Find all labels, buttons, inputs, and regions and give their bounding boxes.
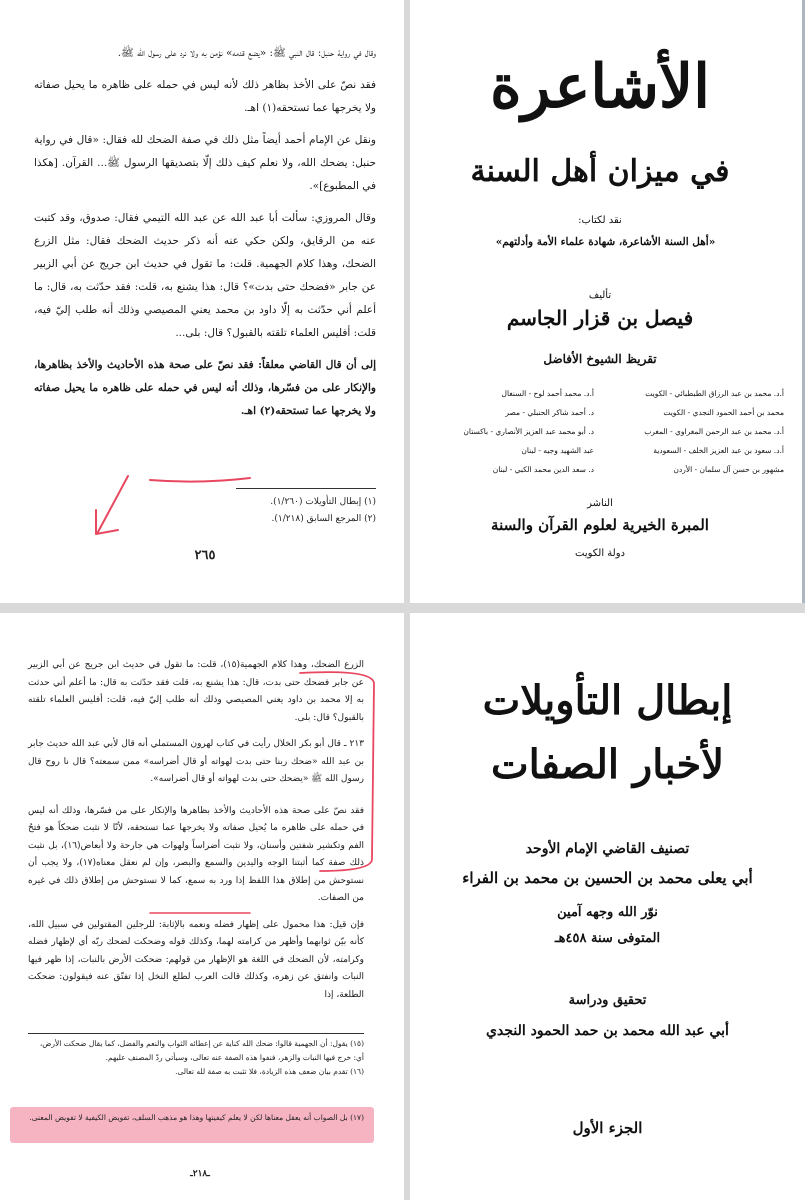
bottom-right-cover <box>410 613 805 1200</box>
cover-title-line1: إبطال التأويلات <box>482 677 733 724</box>
paragraph: ونقل عن الإمام أحمد أيضاً مثل ذلك في صفة الضحك لله فقال: «قال في رواية حنبل: يضحك الله، ولا نعلم كيف ذلك إلّا بتصديقها الرسول ﷺ... القرآن. [هكذا في المطبوع]». <box>34 134 376 192</box>
endorser: مشهور بن حسن آل سلمان - الأردن <box>673 465 784 474</box>
endorser: د. أحمد شاكر الحنبلي - مصر <box>505 408 594 417</box>
highlighted-footnote: (١٧) بل الصواب أنه يعقل معناها لكن لا يعلم كيفيتها وهذا هو مذهب السلف، تفويض الكيفية لا تفويض المعنى. <box>29 1113 364 1122</box>
footnote: (١٥) يقول: أن الجهمية قالوا: ضحك الله كناية عن إعطائه الثواب والنعم والفضل، كما يقال ضحكت الأرض، أي: خرج فيها النبات والزهر، فنفوا هذه الصفة عنه تعالى، وسيأتي ردّ المصنف عليهم. <box>39 1039 364 1062</box>
endorser: د. سعد الدين محمد الكبي - لبنان <box>492 465 594 474</box>
endorser: محمد بن أحمد الحمود النجدي - الكويت <box>663 408 784 417</box>
paragraph: ٢١٣ ـ قال أبو بكر الخلال رأيت في كتاب لهرون المستملي أنه قال لأبي عبد الله حديث جابر بن عبد الله «ضحك ربنا حتى بدت لهواته أو قال أضراسه» ممن سمعته؟ قال نا روح قال رسول الله ﷺ «يضحك حتى بدت لهواته أو قال أضراسه». <box>28 739 364 784</box>
endorser: عبد الشهيد وجيه - لبنان <box>521 446 594 455</box>
paragraph-annotated: فقد نصّ على صحة هذه الأحاديث والأخذ بظاهرها والإنكار على من فسّرها، وذلك أنه ليس في حمله على ظاهره ما يُحيل صفاته ولا يخرجها عما تستحقه، لأنّا لا نثبت ضحكاً هو فتحُ الفم وتكشير شفتين وأسنان، ولا نثبت أضراساً ولهوات هي جارحة ولا أبعاض(١٦)، بل نثبت ذلك صفة كما أثبتنا الوجه واليدين والسمع والبصر، وإن لم نعقل معناه(١٧)، ولا يجب أن نستوحش من إطلاق هذا اللفظ إذا ورد به سمع، كما لا نستوحش من إطلاق ذلك في غيره من الصفات. <box>28 805 364 903</box>
cover-author: فيصل بن قزار الجاسم <box>506 306 694 330</box>
endorser: أ.د. محمد بن عبد الرزاق الطبطبائي - الكويت <box>645 389 784 398</box>
naqd-label: نقد لكتاب: <box>578 215 622 226</box>
hand-drawn-arrow-icon <box>0 0 404 603</box>
cover-title-line2: لأخبار الصفات <box>490 741 725 788</box>
endorser: أ.د. محمد أحمد لوح - السنغال <box>501 389 594 398</box>
bottom-left-page <box>0 613 404 1200</box>
blessing: نوّر الله وجهه آمين <box>557 905 658 920</box>
volume: الجزء الأول <box>572 1119 643 1137</box>
endorsement-label: تقريظ الشيوخ الأفاضل <box>543 352 657 366</box>
cover-title-sub: في ميزان أهل السنة <box>470 154 730 189</box>
cover-title-main: الأشاعرة <box>490 52 710 122</box>
death-date: المتوفى سنة ٤٥٨هـ <box>554 931 661 946</box>
footnote: (١) إبطال التأويلات (١/٢٦٠). <box>270 497 376 507</box>
criticized-book: «أهل السنة الأشاعرة، شهادة علماء الأمة وأدلتهم» <box>495 236 716 248</box>
cover-author: أبي يعلى محمد بن الحسين بن محمد بن الفراء <box>462 869 753 887</box>
country: دولة الكويت <box>575 548 625 559</box>
endorser: أ.د. سعود بن عبد العزيز الخلف - السعودية <box>653 446 784 455</box>
footnote: (٢) المرجع السابق (١/٢١٨). <box>271 514 376 524</box>
cover-editor: أبي عبد الله محمد بن حمد الحمود النجدي <box>486 1023 729 1039</box>
paragraph: فإن قيل: هذا محمول على إظهار فضله ونعمه بالإثابة: للرجلين المقتولين في سبيل الله، كأنه بيّن ثوابهما وأظهر من كرامته لهما، وكذلك قوله وضحكت لضحك ربّه أي لإظهار فضله وكرامته، لأن الضحك في اللغة هو الإظهار من قولهم: ضحكت الأرض بالنبات، إذا ظهر فيها النبات وانفتق عن زهره، وكذلك قالت العرب لطلع النخل إذا تفتّق عنه فيقولون: ضحكت الطلعة، إذا <box>28 919 364 1000</box>
endorser: د. أبو محمد عبد العزيز الأنصاري - باكستان <box>463 427 594 436</box>
footnote: (١٦) تقدم بيان ضعف هذه الزيادة، فلا تثبت به صفة لله تعالى. <box>175 1067 364 1076</box>
editor-label: تحقيق ودراسة <box>568 993 647 1008</box>
author-label: تأليف <box>588 290 612 301</box>
endorser: أ.د. محمد بن عبد الرحمن المغراوي - المغرب <box>644 427 784 436</box>
authorship-label: تصنيف القاضي الإمام الأوحد <box>525 841 690 857</box>
bracket-annotation-icon <box>0 613 404 1200</box>
paragraph: وقال المروزي: سألت أبا عبد الله عن عبد الله التيمي فقال: صدوق، وقد كتبت عنه من الرقايق، ولكن حكي عنه أنه ذكر حديث الضحك فقال: مثل الزرع الضحك، وهذا كلام الجهمية. قلت: ما تقول في حديث ابن جريج عن أبي الزبير عن جابر «فضحك حتى بدت»؟ قال: هذا يشنع به، قلت: فقد حدّثت به، قال: ما أعلم أني حدّثت به إلّا داود بن محمد يعني المصيصي وذلك أنه طلب إليّ فيه، قلت: أفليس العلماء تلقته بالقبول؟ قال: بلى... <box>34 212 376 339</box>
publisher: المبرة الخيرية لعلوم القرآن والسنة <box>491 516 709 534</box>
paragraph-bold: إلى أن قال القاضي معلقاً: فقد نصّ على صحة هذه الأحاديث والأخذ بظاهرها، والإنكار على من فسّرها، وذلك أنه ليس في حمله على ظاهره ما يحيل صفاته ولا يخرجها عما تستحقه(٢) اهـ. <box>34 359 376 417</box>
top-right-cover <box>410 0 805 603</box>
top-left-page <box>0 0 404 603</box>
page-number: ـ٢١٨ـ <box>190 1169 210 1179</box>
paragraph: فقد نصّ على الأخذ بظاهر ذلك لأنه ليس في حمله على ظاهره ما يحيل صفاته ولا يخرجها عما تستحقه(١) اهـ. <box>34 79 376 114</box>
publisher-label: الناشر <box>587 498 613 509</box>
paragraph: وقال في رواية حنبل: قال النبي ﷺ: «يضع قدمه» نؤمن به ولا نرد على رسول الله ﷺ. <box>117 47 376 59</box>
page-number: ٢٦٥ <box>194 548 216 563</box>
paragraph: الزرع الضحك، وهذا كلام الجهمية(١٥)، قلت: ما تقول في حديث ابن جريج عن أبي الزبير عن جابر فضحك حتى بدت، قال: هذا يشنع به، قلت فقد حدّثت به قال: ما أعلم أني حدثت به إلا محمد بن داود يعني المصيصي وذلك أنه طلب إليّ فيه، قلت: أفليس العلماء تلقته بالقبول؟ قال: بلى. <box>28 660 365 723</box>
